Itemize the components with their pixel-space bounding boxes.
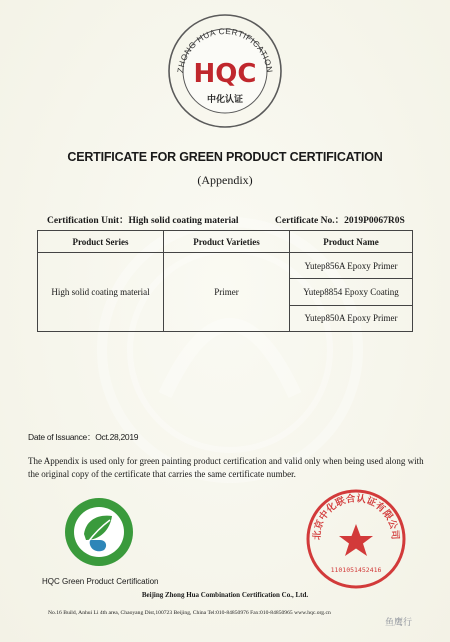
green-certification-icon <box>64 496 134 568</box>
header-product-series: Product Series <box>38 231 164 253</box>
corner-watermark: 鱼鹰行 <box>385 618 413 628</box>
header-product-varieties: Product Varieties <box>164 231 290 253</box>
issuance-label: Date of Issuance： <box>28 432 96 442</box>
page-subtitle: (Appendix) <box>197 173 253 187</box>
green-seal-caption: HQC Green Product Certification <box>42 577 159 586</box>
cell-product-name: Yutep8854 Epoxy Coating <box>290 279 413 305</box>
issuance-date <box>28 431 138 443</box>
logo-ring-text: ZHONG HUA CERTIFICATION <box>175 25 275 74</box>
header-product-name: Product Name <box>290 231 413 253</box>
cell-product-name: Yutep856A Epoxy Primer <box>290 253 413 279</box>
issuance-value: Oct.28,2019 <box>95 432 139 442</box>
number-label: Certificate No.： <box>275 216 345 226</box>
appendix-note: The Appendix is used only for green painting product certification and valid only when being used along with the original copy of the certificate that carries the same certificate number. <box>28 456 424 479</box>
logo-letters: HQC <box>193 59 257 89</box>
unit-label: Certification Unit： <box>47 216 129 226</box>
unit-value: High solid coating material <box>128 216 239 226</box>
certification-unit <box>47 212 239 226</box>
product-table <box>37 230 413 332</box>
logo-chinese: 中化认证 <box>206 95 244 105</box>
issuer-name: Beijing Zhong Hua Combination Certification Co., Ltd. <box>141 591 309 599</box>
certificate-number <box>275 212 405 226</box>
seal-code: 1101051452416 <box>330 566 382 574</box>
hqc-logo <box>166 12 284 130</box>
number-value: 2019P0067R0S <box>344 216 405 226</box>
seal-ring-text: 北京中化联合认证有限公司 <box>311 493 401 541</box>
cell-variety: Primer <box>164 253 290 332</box>
star-icon <box>339 524 373 556</box>
issuer-address: No.16 Build, Anhui Li 4th area, Chaoyang Dist,100723 Beijing, China Tel:010-84850976 Fax:010-84850965 www.hqc.org.cn <box>48 610 331 616</box>
page-title: CERTIFICATE FOR GREEN PRODUCT CERTIFICATION <box>67 150 383 164</box>
table-row <box>38 253 413 279</box>
hqc-logo-icon <box>166 12 284 130</box>
company-seal-stamp <box>305 488 407 590</box>
cell-product-name: Yutep850A Epoxy Primer <box>290 305 413 331</box>
table-header-row <box>38 231 413 253</box>
cell-series: High solid coating material <box>38 253 164 332</box>
